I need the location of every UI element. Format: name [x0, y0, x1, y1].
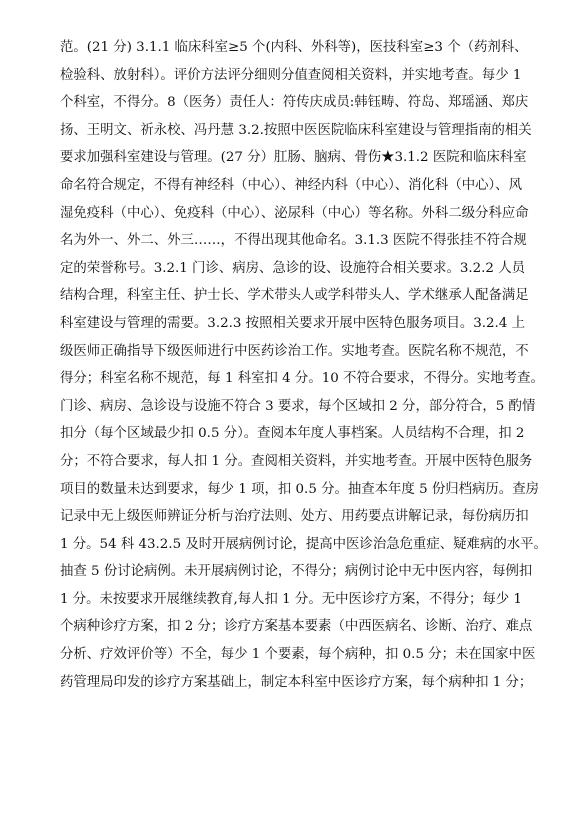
text-line: 抽查 5 份讨论病例。未开展病例讨论，不得分；病例讨论中无中医内容，每例扣	[60, 564, 533, 580]
text-line: 要求加强科室建设与管理。(27 分）肛肠、脑病、骨伤★3.1.2 医院和临床科室	[60, 150, 527, 166]
text-line: 分；不符合要求，每人扣 1 分。查阅相关资料，并实地考查。开展中医特色服务	[60, 453, 533, 469]
text-line: 扬、王明文、祈永校、冯丹慧 3.2.按照中医医院临床科室建设与管理指南的相关	[60, 122, 532, 138]
text-line: 名为外一、外二、外三……，不得出现其他命名。3.1.3 医院不得张挂不符合规	[60, 233, 527, 249]
text-line: 个科室，不得分。8（医务）责任人：符传庆成员:韩钰畴、符岛、郑瑶涵、郑庆	[60, 95, 529, 111]
text-line: 结构合理，科室主任、护士长、学术带头人或学科带头人、学术继承人配备满足	[60, 288, 529, 304]
text-line: 得分；科室名称不规范，每 1 科室扣 4 分。10 不符合要求，不得分。实地考查。	[60, 371, 544, 387]
text-line: 定的荣誉称号。3.2.1 门诊、病房、急诊的设、设施符合相关要求。3.2.2 人员	[60, 260, 525, 276]
text-line: 1 分。未按要求开展继续教育,每人扣 1 分。无中医诊疗方案，不得分；每少 1	[60, 591, 522, 607]
text-line: 项目的数量未达到要求，每少 1 项，扣 0.5 分。抽查本年度 5 份归档病历。查房	[60, 481, 539, 497]
text-line: 级医师正确指导下级医师进行中医药诊治工作。实地考查。医院名称不规范，不	[60, 343, 529, 359]
text-line: 门诊、病房、急诊设与设施不符合 3 要求，每个区域扣 2 分，部分符合，5 酌情	[60, 398, 536, 414]
text-line: 药管理局印发的诊疗方案基础上，制定本科室中医诊疗方案，每个病种扣 1 分；	[60, 674, 533, 690]
text-line: 个病种诊疗方案，扣 2 分；诊疗方案基本要素（中西医病名、诊断、治疗、难点	[60, 619, 533, 635]
text-line: 检验科、放射科）。评价方法评分细则分值查阅相关资料，并实地考查。每少 1	[60, 67, 522, 83]
text-line: 湿免疫科（中心）、免疫科（中心）、泌尿科（中心）等名称。外科二级分科应命	[60, 205, 529, 221]
text-line: 扣分（每个区域最少扣 0.5 分）。查阅本年度人事档案。人员结构不合理，扣 2	[60, 426, 525, 442]
text-line: 命名符合规定，不得有神经科（中心）、神经内科（中心）、消化科（中心）、风	[60, 177, 522, 193]
text-line: 范。(21 分) 3.1.1 临床科室≥5 个(内科、外科等)，医技科室≥3 个（药剂科、	[60, 40, 528, 55]
text-line: 分析、疗效评价等）不全，每少 1 个要素，每个病种，扣 0.5 分；未在国家中医	[60, 647, 536, 663]
text-line: 1 分。54 科 43.2.5 及时开展病例讨论，提高中医诊治急危重症、疑难病的水平。	[60, 536, 547, 552]
text-line: 科室建设与管理的需要。3.2.3 按照相关要求开展中医特色服务项目。3.2.4 上	[60, 315, 525, 331]
body-text	[60, 34, 560, 696]
text-line: 记录中无上级医师辨证分析与治疗法则、处方、用药要点讲解记录，每份病历扣	[60, 509, 529, 525]
